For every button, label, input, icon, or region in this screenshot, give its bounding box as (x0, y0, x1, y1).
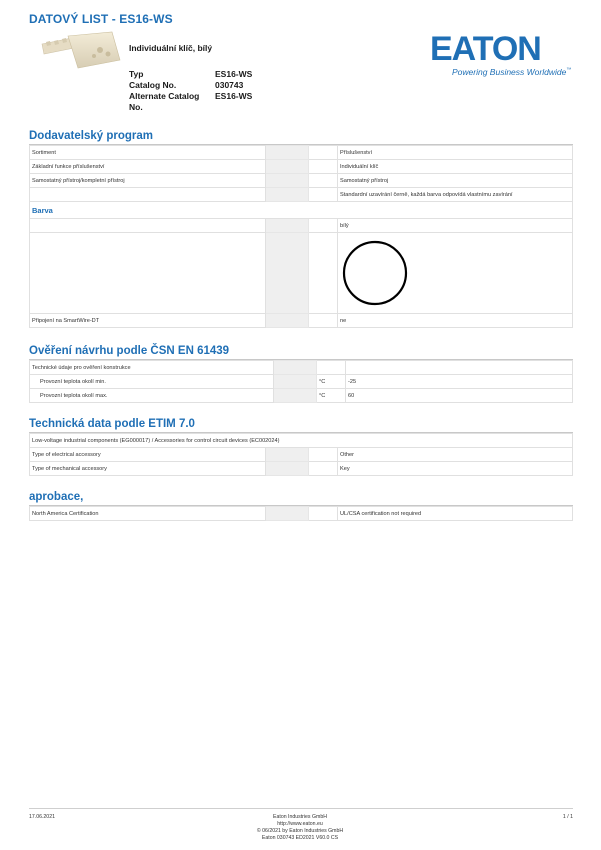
color-value: bílý (338, 219, 573, 233)
section-title-etim: Technická data podle ETIM 7.0 (29, 418, 195, 430)
row-unit (309, 219, 338, 233)
table-row (30, 462, 573, 476)
row-value: 60 (346, 389, 573, 403)
field-value: ES16-WS (215, 69, 253, 79)
row-value: Individuální klíč (338, 160, 573, 174)
field-label: Catalog No. (129, 80, 177, 90)
row-label: Základní funkce příslušenství (30, 160, 266, 174)
table-row (30, 146, 573, 160)
footer-page: 1 / 1 (562, 814, 573, 820)
row-value: Key (338, 462, 573, 476)
row-unit: °C (317, 375, 346, 389)
footer-center (200, 814, 400, 842)
row-unit (317, 361, 346, 375)
field-catalog-no (129, 80, 252, 91)
table-row (30, 389, 573, 403)
table-row (30, 434, 573, 448)
row-blank (266, 462, 309, 476)
row-unit (309, 462, 338, 476)
table-row-image (30, 233, 573, 314)
row-unit (309, 507, 338, 521)
footer-ref: Eaton 030743 ED2021 V60.0 CS (261, 835, 339, 841)
row-unit (309, 233, 338, 314)
row-blank (266, 507, 309, 521)
etim-table (29, 433, 573, 476)
row-label: North America Certification (30, 507, 266, 521)
table-row (30, 314, 573, 328)
row-label (30, 188, 266, 202)
row-blank (266, 146, 309, 160)
row-value: Příslušenství (338, 146, 573, 160)
product-fields (129, 69, 252, 113)
color-subtitle-cell (30, 202, 573, 219)
row-blank (274, 389, 317, 403)
footer-url[interactable]: http://www.eaton.eu (277, 821, 323, 827)
row-blank (266, 188, 309, 202)
row-unit (309, 448, 338, 462)
row-blank (274, 361, 317, 375)
row-label: Připojení na SmartWire-DT (30, 314, 266, 328)
footer-company: Eaton Industries GmbH (273, 814, 327, 820)
section-title-approvals: aprobace, (29, 491, 84, 503)
table-subheader-row (30, 202, 573, 219)
row-value: Standardní uzavírání černě, každá barva odpovídá vlastnímu zavírání (338, 188, 573, 202)
row-unit (309, 314, 338, 328)
row-unit (309, 188, 338, 202)
logo-text: EATON (430, 30, 541, 68)
footer-divider (29, 808, 573, 809)
section-title-verification: Ověření návrhu podle ČSN EN 61439 (29, 345, 230, 357)
row-label: Provozní teplota okolí max. (30, 389, 274, 403)
slogan-text: Powering Business Worldwide (452, 67, 567, 77)
row-blank (266, 314, 309, 328)
supplier-table (29, 145, 573, 328)
field-value: ES16-WS (215, 91, 253, 101)
row-blank (266, 174, 309, 188)
row-value (346, 361, 573, 375)
row-label (30, 219, 266, 233)
table-row (30, 160, 573, 174)
approvals-table (29, 506, 573, 521)
table-row (30, 507, 573, 521)
field-type (129, 69, 252, 80)
row-label: Type of mechanical accessory (30, 462, 266, 476)
field-alternate-catalog (129, 91, 252, 113)
product-subtitle: Individuální klíč, bílý (129, 43, 213, 53)
group-label: Low-voltage industrial components (EG000017) / Accessories for control circuit devices (EC002024) (30, 434, 573, 448)
white-color-swatch (340, 238, 410, 308)
row-blank (266, 219, 309, 233)
row-value: Other (338, 448, 573, 462)
color-subtitle: Barva (32, 205, 53, 215)
table-row (30, 448, 573, 462)
slogan-trademark: ™ (566, 67, 572, 74)
group-label: Technické údaje pro ověření konstrukce (30, 361, 274, 375)
row-unit: °C (317, 389, 346, 403)
section-title-supplier: Dodavatelský program (29, 130, 153, 142)
footer-date: 17.06.2021 (29, 814, 55, 820)
row-value: ne (338, 314, 573, 328)
row-value: -25 (346, 375, 573, 389)
color-swatch-cell (338, 233, 573, 314)
row-blank (266, 448, 309, 462)
row-label: Provozní teplota okolí min. (30, 375, 274, 389)
field-label: Alternate Catalog No. (129, 91, 200, 112)
field-label: Typ (129, 69, 144, 79)
table-row (30, 188, 573, 202)
row-value: UL/CSA certification not required (338, 507, 573, 521)
row-blank (274, 375, 317, 389)
row-label (30, 233, 266, 314)
row-unit (309, 160, 338, 174)
table-row (30, 174, 573, 188)
row-unit (309, 146, 338, 160)
row-label: Samostatný přístroj/kompletní přístroj (30, 174, 266, 188)
table-row (30, 361, 573, 375)
field-value: 030743 (215, 80, 244, 90)
footer-copyright: © 06/2021 by Eaton Industries GmbH (256, 828, 344, 834)
table-row (30, 375, 573, 389)
slogan (452, 67, 571, 77)
row-label: Sortiment (30, 146, 266, 160)
verification-table (29, 360, 573, 403)
row-value: Samostatný přístroj (338, 174, 573, 188)
row-blank (266, 160, 309, 174)
table-row (30, 219, 573, 233)
product-key-image (38, 30, 124, 78)
row-label: Type of electrical accessory (30, 448, 266, 462)
row-unit (309, 174, 338, 188)
document-title: DATOVÝ LIST - ES16-WS (29, 12, 173, 26)
row-blank (266, 233, 309, 314)
